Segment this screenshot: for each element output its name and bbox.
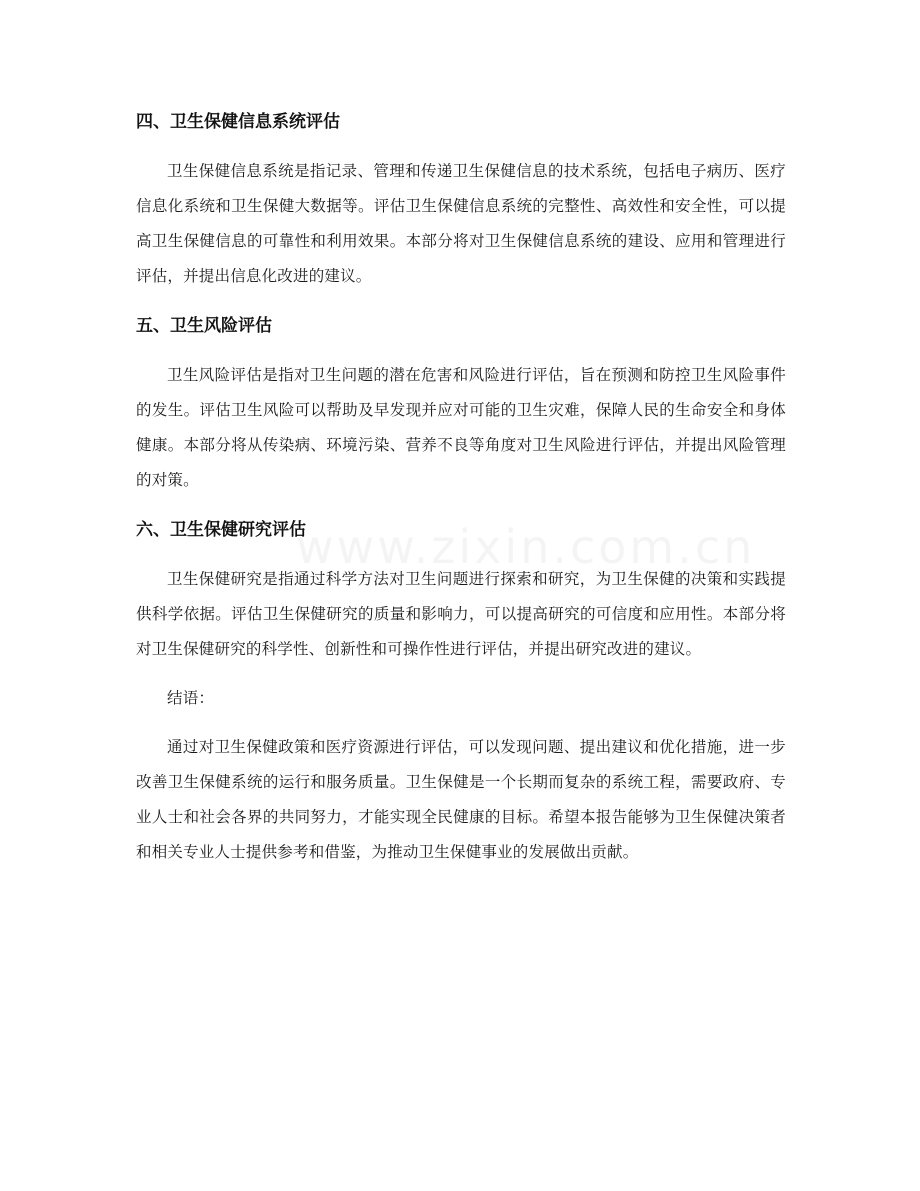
conclusion-label: 结语： [167, 689, 215, 707]
section-6-body: 卫生保健研究是指通过科学方法对卫生问题进行探索和研究，为卫生保健的决策和实践提供科学依据。评估卫生保健研究的质量和影响力，可以提高研究的可信度和应用性。本部分将对卫生保健研究的科学性、创新性和可操作性进行评估，并提出研究改进的建议。 [136, 570, 786, 658]
section-4-heading: 四、卫生保健信息系统评估 [136, 112, 340, 132]
section-5-heading: 五、卫生风险评估 [136, 316, 272, 336]
section-4-body: 卫生保健信息系统是指记录、管理和传递卫生保健信息的技术系统，包括电子病历、医疗信息化系统和卫生保健大数据等。评估卫生保健信息系统的完整性、高效性和安全性，可以提高卫生保健信息的可靠性和利用效果。本部分将对卫生保健信息系统的建设、应用和管理进行评估，并提出信息化改进的建议。 [136, 162, 786, 285]
section-5-body: 卫生风险评估是指对卫生问题的潜在危害和风险进行评估，旨在预测和防控卫生风险事件的发生。评估卫生风险可以帮助及早发现并应对可能的卫生灾难，保障人民的生命安全和身体健康。本部分将从传染病、环境污染、营养不良等角度对卫生风险进行评估，并提出风险管理的对策。 [136, 366, 786, 489]
conclusion-body: 通过对卫生保健政策和医疗资源进行评估，可以发现问题、提出建议和优化措施，进一步改善卫生保健系统的运行和服务质量。卫生保健是一个长期而复杂的系统工程，需要政府、专业人士和社会各界的共同努力，才能实现全民健康的目标。希望本报告能够为卫生保健决策者和相关专业人士提供参考和借鉴，为推动卫生保健事业的发展做出贡献。 [136, 738, 786, 861]
document-body [136, 104, 786, 884]
section-6-heading: 六、卫生保健研究评估 [136, 520, 306, 540]
